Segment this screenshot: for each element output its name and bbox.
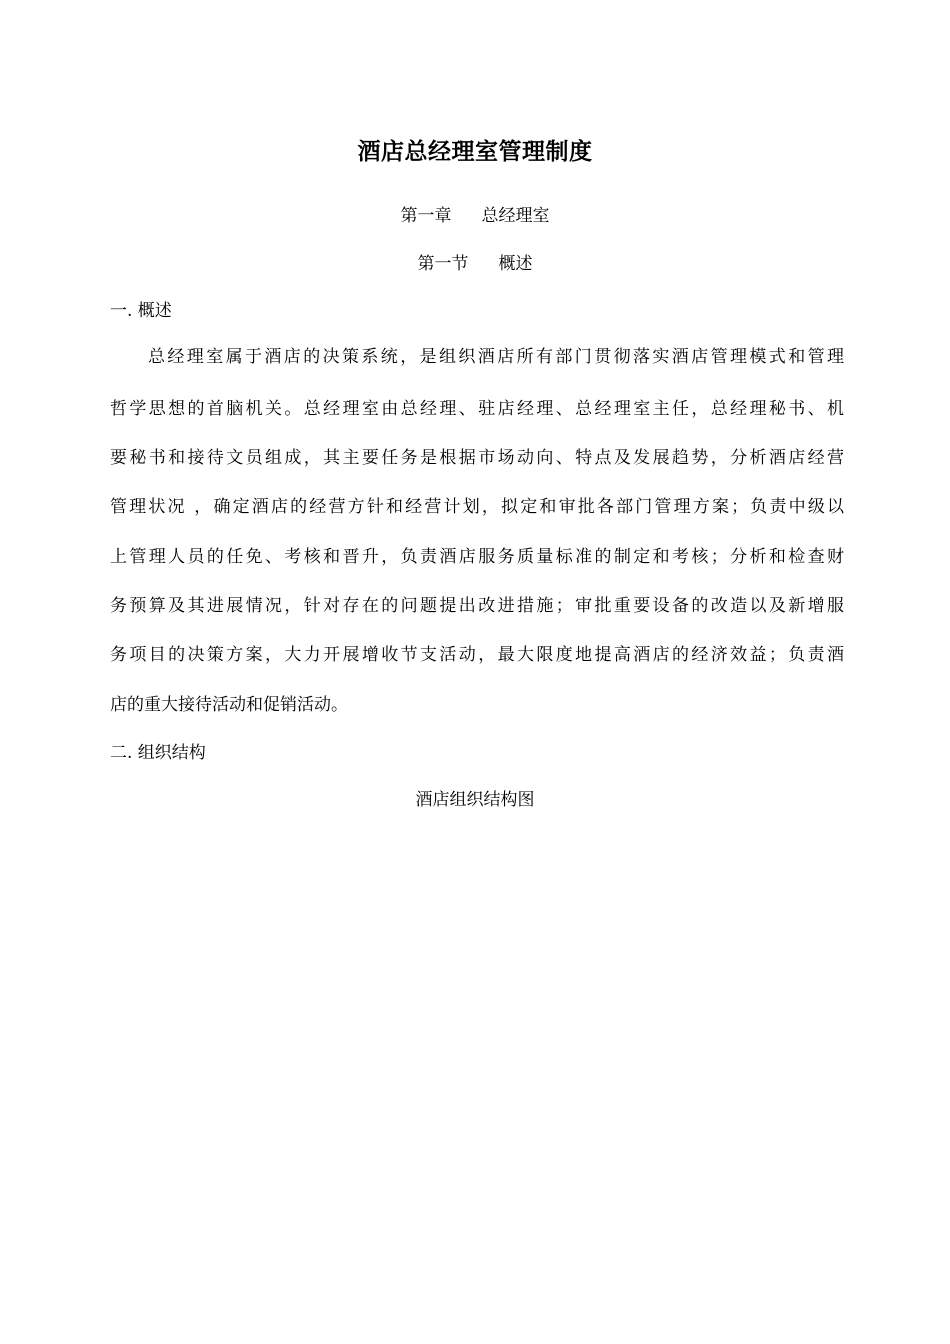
chapter-name: 总经理室 (481, 206, 550, 226)
chapter-number: 第一章 (400, 206, 452, 226)
section-number: 第一节 (417, 254, 469, 274)
heading-organization-structure: 二. 组织结构 (110, 743, 206, 763)
paragraph-line: 哲学思想的首脑机关。总经理室由总经理、驻店经理、总经理室主任，总经理秘书、机 (110, 399, 844, 419)
section-name: 概述 (498, 254, 533, 274)
figure-caption: 酒店组织结构图 (415, 790, 535, 810)
paragraph-line: 管理状况 ，确定酒店的经营方针和经营计划，拟定和审批各部门管理方案；负责中级以 (110, 497, 844, 517)
paragraph-line: 上管理人员的任免、考核和晋升，负责酒店服务质量标准的制定和考核；分析和检查财 (110, 547, 844, 567)
document-title: 酒店总经理室管理制度 (357, 139, 593, 165)
chapter-heading (0, 202, 950, 230)
paragraph-line: 店的重大接待活动和促销活动。 (110, 695, 348, 715)
paragraph-line: 务项目的决策方案，大力开展增收节支活动，最大限度地提高酒店的经济效益；负责酒 (110, 645, 844, 665)
paragraph-line: 要秘书和接待文员组成，其主要任务是根据市场动向、特点及发展趋势，分析酒店经营 (110, 448, 844, 468)
paragraph-line: 总经理室属于酒店的决策系统，是组织酒店所有部门贯彻落实酒店管理模式和管理 (148, 347, 844, 367)
section-heading (0, 250, 950, 278)
heading-overview: 一. 概述 (110, 301, 172, 321)
paragraph-line: 务预算及其进展情况，针对存在的问题提出改进措施；审批重要设备的改造以及新增服 (110, 596, 844, 616)
